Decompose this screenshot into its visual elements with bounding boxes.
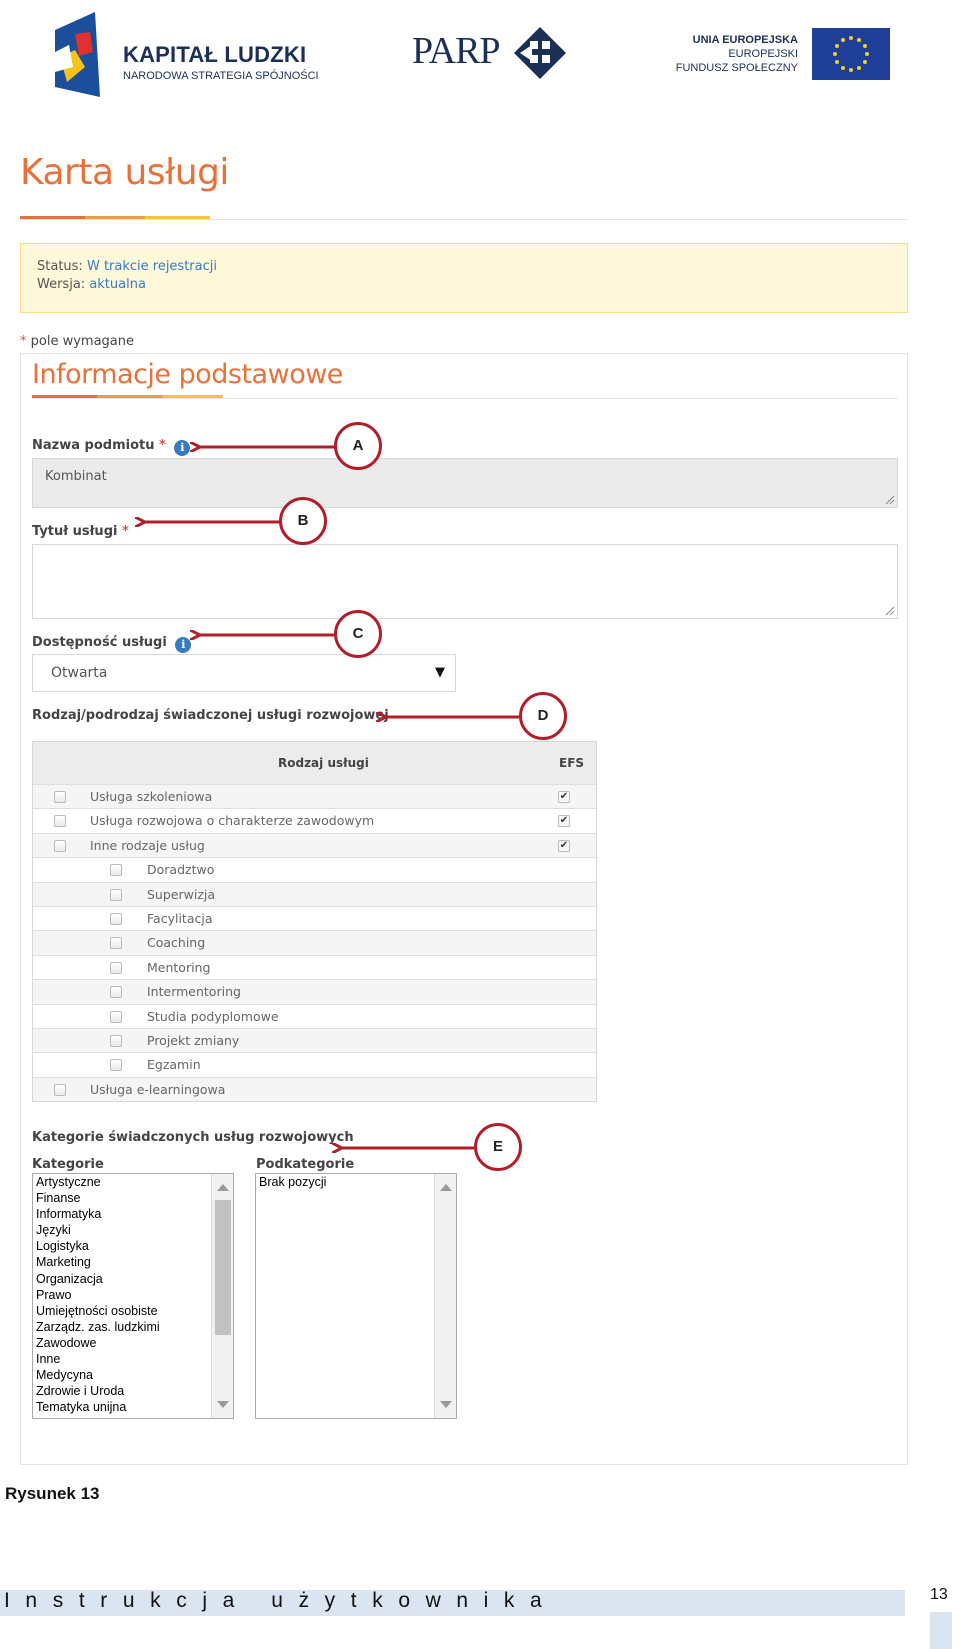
availability-label-text: Dostępność usługi	[32, 635, 167, 650]
efs-checkbox: ✔	[559, 791, 569, 802]
service-type-label: Intermentoring	[147, 984, 241, 1000]
listbox-option[interactable]: Marketing	[36, 1255, 91, 1270]
listbox-option[interactable]: Informatyka	[36, 1207, 102, 1222]
listbox-option[interactable]: Inne	[36, 1352, 61, 1367]
page-title: Karta usługi	[20, 152, 229, 193]
callout-d: D	[519, 692, 567, 740]
service-type-label: Studia podyplomowe	[147, 1008, 279, 1024]
dropdown-arrow-icon: ▼	[435, 665, 445, 680]
listbox-option[interactable]: Organizacja	[36, 1271, 103, 1286]
listbox-option[interactable]: Finanse	[36, 1191, 81, 1206]
listbox-option[interactable]: Zarządz. zas. ludzkimi	[36, 1319, 160, 1334]
availability-value: Otwarta	[51, 665, 108, 681]
entity-name-value: Kombinat	[45, 469, 107, 484]
parp-text: PARP	[412, 30, 500, 72]
page-number-bar	[930, 1612, 952, 1649]
categories-column-label: Kategorie	[32, 1157, 104, 1172]
service-type-label: Rodzaj/podrodzaj świadczonej usługi rozwojowej	[32, 708, 389, 723]
service-type-label: Doradztwo	[147, 862, 215, 878]
eu-line-2: EUROPEJSKI	[728, 48, 798, 60]
listbox-option[interactable]: Artystyczne	[36, 1175, 101, 1189]
kapital-ludzki-title: KAPITAŁ LUDZKI	[123, 42, 307, 67]
callout-e: E	[474, 1123, 522, 1171]
service-type-label: Inne rodzaje usług	[90, 837, 205, 853]
listbox-option[interactable]: Medycyna	[36, 1368, 93, 1383]
service-type-label: Coaching	[147, 935, 206, 951]
listbox-option[interactable]: Brak pozycji	[259, 1175, 327, 1189]
kapital-ludzki-subtitle: NARODOWA STRATEGIA SPÓJNOŚCI	[123, 70, 319, 82]
callout-a: A	[334, 422, 382, 470]
column-header-type: Rodzaj usługi	[278, 756, 369, 770]
listbox-option[interactable]: Tematyka unijna	[36, 1400, 127, 1415]
entity-name-label-text: Nazwa podmiotu	[32, 438, 155, 453]
service-type-label: Mentoring	[147, 959, 211, 975]
section-title: Informacje podstawowe	[32, 359, 343, 390]
listbox-option[interactable]: Prawo	[36, 1287, 72, 1302]
version-label: Wersja:	[37, 277, 86, 292]
service-type-label: Usługa rozwojowa o charakterze zawodowym	[90, 813, 375, 829]
footer-manual-title: Instrukcja użytkownika	[4, 1589, 558, 1612]
required-star: *	[159, 438, 166, 453]
categories-label: Kategorie świadczonych usług rozwojowych	[32, 1130, 354, 1145]
service-title-label-text: Tytuł usługi	[32, 524, 118, 539]
eu-line-3: FUNDUSZ SPOŁECZNY	[675, 62, 798, 74]
efs-checkbox: ✔	[559, 839, 569, 851]
figure-caption: Rysunek 13	[5, 1484, 100, 1503]
service-type-label: Usługa szkoleniowa	[90, 789, 213, 804]
listbox-option[interactable]: Języki	[36, 1223, 71, 1238]
required-star: *	[121, 524, 129, 539]
service-type-label: Superwizja	[147, 886, 216, 902]
service-type-label: Egzamin	[147, 1057, 201, 1073]
listbox-option[interactable]: Zawodowe	[36, 1335, 97, 1350]
column-header-efs: EFS	[559, 756, 585, 770]
efs-checkbox: ✔	[559, 815, 569, 827]
service-type-label: Usługa e-learningowa	[90, 1081, 226, 1097]
required-star: *	[20, 334, 27, 349]
status-value: W trakcie rejestracji	[86, 259, 217, 274]
required-note-text: pole wymagane	[30, 334, 134, 349]
listbox-option[interactable]: Umiejętności osobiste	[36, 1303, 158, 1318]
callout-c: C	[334, 610, 382, 658]
status-label: Status:	[37, 259, 83, 274]
subcategories-column-label: Podkategorie	[256, 1157, 355, 1172]
service-type-label: Projekt zmiany	[147, 1032, 240, 1048]
listbox-option[interactable]: Logistyka	[36, 1239, 89, 1254]
service-type-label: Facylitacja	[147, 910, 213, 926]
info-icon[interactable]: i	[174, 440, 190, 456]
page-number: 13	[930, 1586, 948, 1603]
info-icon[interactable]: i	[175, 637, 191, 653]
eu-line-1: UNIA EUROPEJSKA	[692, 34, 798, 46]
callout-b: B	[279, 497, 327, 545]
version-value: aktualna	[89, 277, 146, 292]
listbox-option[interactable]: Zdrowie i Uroda	[36, 1384, 125, 1399]
